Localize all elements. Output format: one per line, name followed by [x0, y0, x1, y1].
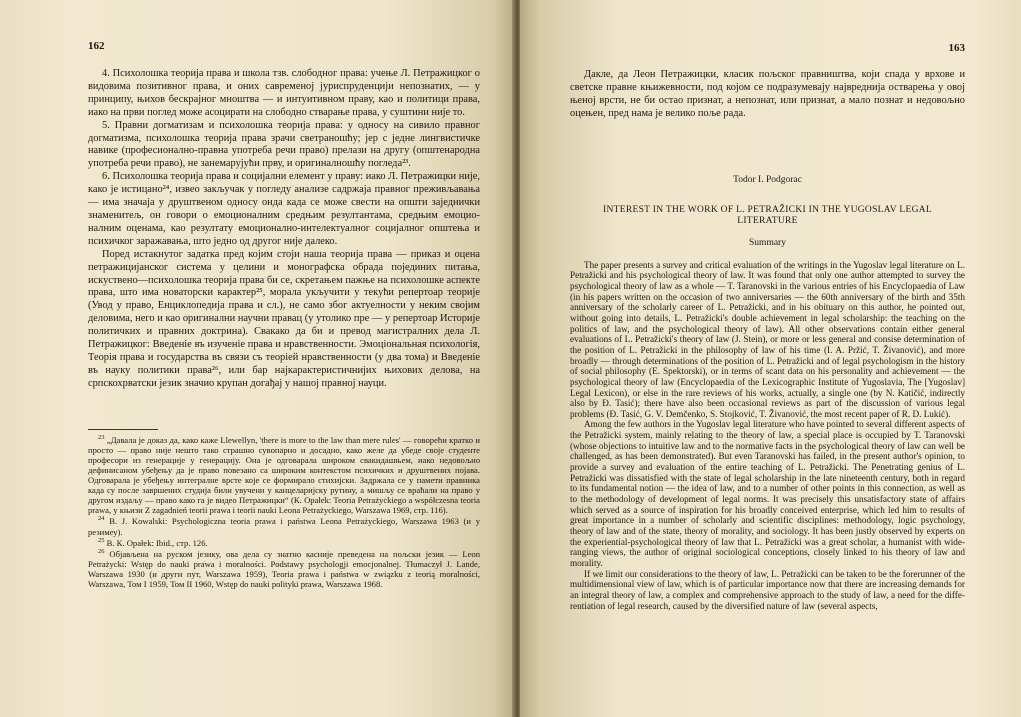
summary-text: [570, 260, 965, 612]
footnote-text: В. К. Opałek: Ibid., стр. 126.: [106, 537, 208, 548]
footnote-number: 24: [98, 515, 105, 523]
summary-paragraph: The paper presents a survey and critical evaluation of the writings in the Yugoslav legal literature on L. Petražicki and his psychological theory of law. It was found that only one author attempted to survey the psychological theory of law as a whole — T. Taranovski in the various entries of his Encyclopaedia of Law (in his papers written on the occasion of two anniversaries — the 60th anniversary of the birth and 35th anniversary of the scholarly career of L. Petražicki, and in his obituary on this author, he pointed out, without going into details, L. Petražicki's double achievement in legal scholarship: the teaching on the politics of law, and the psychological theory of law). All other observations contain either general evaluations of L. Petražicki's theory of law (J. Stein), or more or less general and consise determination of the position of L. Petražicki in the philosophy of law of his time (I. A. Pržić, T. Živanović), and more broadly — through determinations of the position of L. Petražicki and of legal psychologism in the history of social philosophy (E. Spektorski), or in terms of scant data on his personality and achievement — the psychological theory of law (Encyclopaedia of the Lexicographic Institute of Yugoslavia, The [Yugoslav] Legal Lexicon), or else in the rare reviews of his works, actually, a single one (by N. Katičić, indirectly also by Đ. Tasić); there have also been occasional reviews as part of the discussion of various legal problems (Đ. Tasić, G. V. Demčenko, S. Stojković, T. Živanović, the most recent paper of R. D. Lukić).: [570, 259, 965, 419]
footnote-text: Објављена на руском језику, ова дела су знатно касније преведена на пољски језик — Leon Petrażycki: Wstęp do nauki prawa i moralności. Podstawy psychologji emocjonalnej. Tłumaczył J. Lande, Warszawa 1930 (и други пут, Warszawa 1959), Teoria prawa i państwa w związku z teorią moralności, Warszawa, Том I 1959, Том II 1960, Wstęp do nauki polityki prawa, Warszawa 1968.: [88, 548, 480, 589]
page-number-left: 162: [88, 40, 105, 52]
right-page: [520, 0, 1021, 717]
footnote: [88, 435, 480, 516]
page-number-right: 163: [948, 42, 965, 54]
summary-heading: Summary: [749, 237, 786, 248]
footnote: [88, 549, 480, 589]
article-author: Todor I. Podgorac: [733, 174, 802, 185]
footnote-number: 26: [98, 547, 105, 555]
right-intro-text: [570, 69, 965, 121]
footnote: [88, 538, 480, 548]
paragraph: 5. Правни догматизам и психолошка теорија права: у односу на сивило правног догматизма, психолошка теорија права зрачи светраношћу; јер с једне лингвистичке навике (професионално-правна употреба речи право) прелази на другу (општенародна употреба речи право), не занемарујући прву, и оригиналношћу погледа²³.: [88, 119, 480, 170]
footnote-text: „Давала је доказ да, како каже Llewellyn, 'there is more to the law than mere rules' — говорећи кратко и просто — право није нешто тако страшно сувопарно и досадно, како желе да убеде своје студенте професори из генерације у генерацију. Она је одговарала широком свакидашњем, иако недовољно дефинисаном убеђењу да је право повезано са широким контекстом психичких и друштвених појава. Одговарала је убеђењу интегралне врсте које се формирало стихијски. Задржала се у памети правника када су после завршених студија били увучени у канцеларијску рутину, а мишљу се враћали на право у другом издаљу — право како га је видео Петражицки“ (К. Opałek: Teoria Petrażyckiego a współczesna teoria prawa, у књизи Z zagadnień teorii prawa i teorii nauki Leona Petrażyckiego, Warszawa 1969, стр. 116).: [88, 434, 480, 516]
summary-paragraph: Among the few authors in the Yugoslav legal literature who have pointed to several different aspects of the Petražicki system, mainly relating to the theory of law, a special place is occupied by T. Taranovski (whose objections to intuitive law and to the normative facts in the psychological theory of law can well be challenged, as has been demonstrated). But even Taranovski has failed, in the present author's opinion, to provide a survey and evaluation of the entire teaching of L. Petražicki. The Penetrating genius of L. Petražicki was dissatisfied with the state of legal scholarship in the late nineteenth century, both in regard to its fundamental notion — the idea of law, and to a number of other points in this connection, as well as to the methodology of development of legal norms. It was precisely this unsatisfactory state of affairs which served as a source of inspiration for his broadly conceived enterprise, which led him to results of great importance in a number of scholarly and scientific disciplines: methodology, logic psychology, theory of law and of the state, theory of morality, and sociology. It has been justly observed by experts on the experiential-psychological theory of law that L. Petražicki was a great scholar, a humanist with wide-ranging views, the author of original sociological conceptions, closely linked to his theory of law and morality.: [570, 419, 965, 568]
footnote-text: В. J. Kowalski: Psychologiczna teoria prawa i państwa Leona Petrażyckiego, Warszawa 1963 (и у резимеу).: [88, 516, 480, 537]
left-body-text: [88, 68, 480, 391]
footnotes: [88, 429, 480, 589]
footnote-number: 25: [98, 536, 105, 544]
paragraph: Дакле, да Леон Петражицки, класик пољског правништва, који спада у врхове и светске правне књижевности, под којом се подразумевају највреднија остварења у овој њеној врсти, не би остао признат, а непознат, или признат, а мало познат и недовољно оцењен, пред нама је велико поље рада.: [570, 69, 965, 119]
footnote-number: 23: [98, 433, 105, 441]
paragraph: 4. Психолошка теорија права и школа тзв. слободног права: учење Л. Петражицког о видовима позитивног права, и оних савременој јуриспруденцији непознатих, — у принципу, њихов бескрајног мноштва — и интуитивном праву, као и политици права, иако на први поглед може асоцирати на слободно стварање права, у суштини није то.: [88, 68, 480, 118]
paragraph: 6. Психолошка теорија права и социјални елемент у праву: иако Л. Петражицки није, како је истицано²⁴, извео закључак у погледу анализе садржаја правног преживљавања — има значаја у друштвеном односу онда када се може свести на општи заједнички знаменитељ, он говори о емоционалним средњим резултантама, средњим емоционалним оценама, као резултату емоционално-интелектуалног социјалног општења и психичког заражавања, што једно од другог није далеко.: [88, 171, 480, 247]
article-title: INTEREST IN THE WORK OF L. PETRAŽICKI IN THE YUGOSLAV LEGAL LITERATURE: [603, 204, 932, 227]
paragraph: Поред истакнутог задатка пред којим стоји наша теорија права — приказ и оцена петражицијанског система у целини и монографска обрада појединих питања, искуствено—психолошка теорија права би се, скретањем пажње на психолошке аспекте права, што има новаторски карактер²⁵, морала укључити у текући репертоар теорије (Увод у право, Енциклопедија права и сл.), не само због актуелности у неким својим деловима, него и као оригинални научни правац (у утолико пре — у репертоар Историје политичких и правних доктрина). Свакако да би и превод магистралних дела Л. Петражицког: Введеніе въ изученіе права и нравственности. Эмоціональная психологія, Теорія права и государства въ связи съ теоріей нравственности (у два тома) и Введеніе въ науку политики права²⁶, или бар најкарактеристичнијих њихових делова, на српскохрватски језик значио крупан догађај у нашој правној науци.: [88, 248, 480, 389]
summary-paragraph: If we limit our considerations to the theory of law, L. Petražicki can be taken to be the forerunner of the multidimensional view of law, which is of particular importance now that there are increasing demands for an integral theory of law, a complex and comprehensive approach to the study of law, a need for the differentiation of legal research, caused by the diversified nature of law (several aspects,: [570, 568, 965, 611]
footnote: [88, 516, 480, 536]
